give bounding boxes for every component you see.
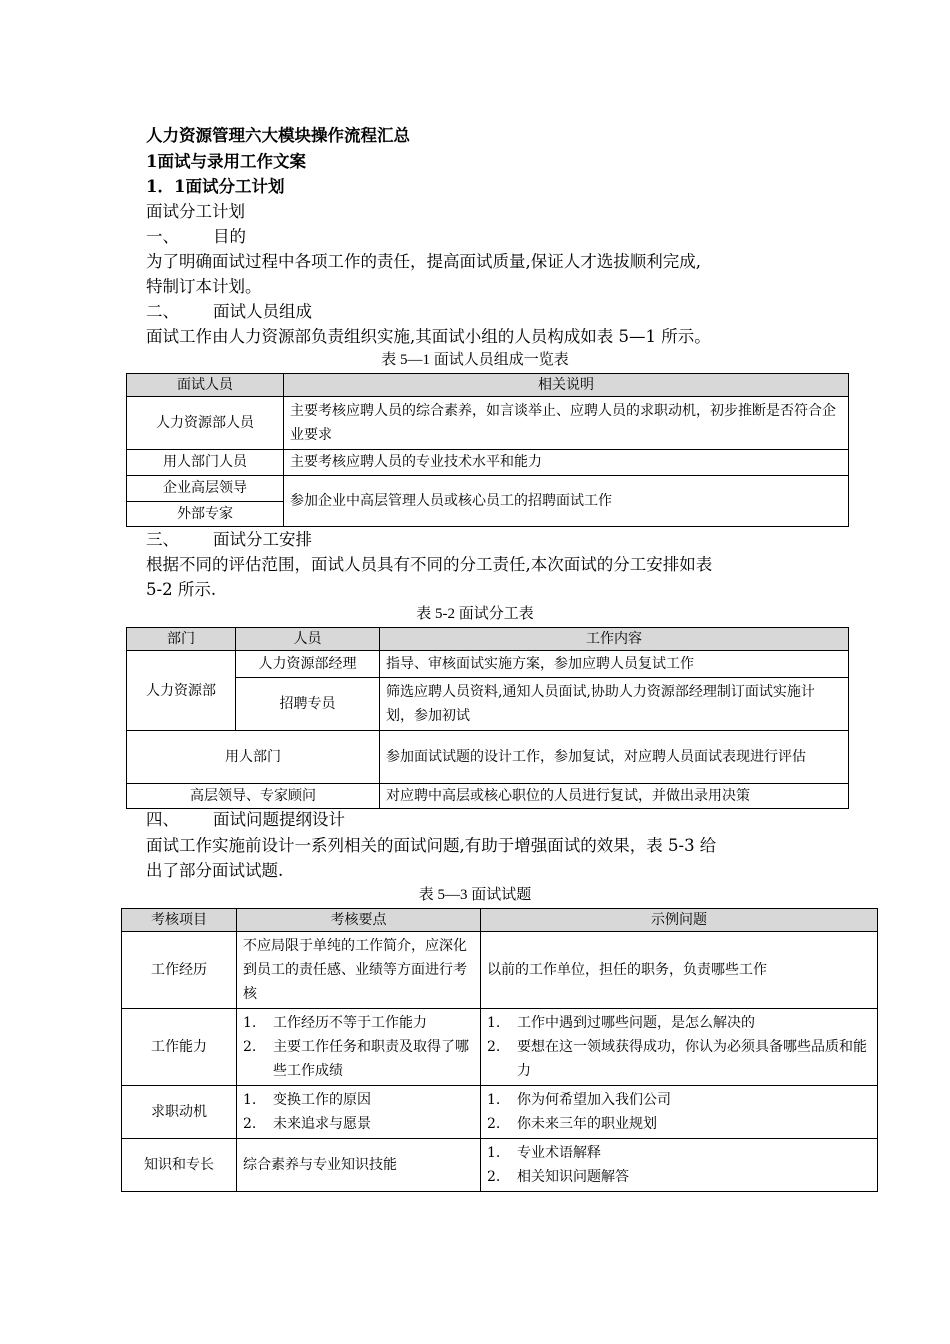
list-item — [487, 1141, 871, 1165]
table3-examples — [481, 1086, 878, 1139]
s4-title: 面试问题提纲设计 — [213, 810, 345, 829]
list-item-text: 变换工作的原因 — [273, 1092, 371, 1108]
table-row — [127, 678, 849, 731]
table3-points — [237, 1086, 481, 1139]
table2-header-work: 工作内容 — [380, 628, 849, 651]
s2-num: 二、 — [146, 302, 179, 321]
table3-examples — [481, 1139, 878, 1192]
table2-person: 招聘专员 — [236, 678, 380, 731]
list-item-text: 工作经历不等于工作能力 — [273, 1015, 427, 1031]
table2-work: 对应聘中高层或核心职位的人员进行复试，并做出录用决策 — [380, 784, 849, 809]
table1-header-role: 面试人员 — [127, 374, 284, 397]
s3-text-1: 根据不同的评估范围，面试人员具有不同的分工责任,本次面试的分工安排如表 — [146, 555, 713, 574]
list-item — [243, 1035, 474, 1083]
chapter-title: 1面试与录用工作文案 — [146, 152, 306, 171]
list-item-text: 你为何希望加入我们公司 — [517, 1092, 671, 1108]
list-item — [487, 1035, 871, 1083]
list-item-text: 你未来三年的职业规划 — [517, 1116, 657, 1132]
table1-header-desc: 相关说明 — [284, 374, 849, 397]
table3-examples: 以前的工作单位，担任的职务，负责哪些工作 — [481, 932, 878, 1009]
list-item-text: 要想在这一领域获得成功，你认为必须具备哪些品质和能力 — [517, 1039, 867, 1079]
list-marker: 2. — [487, 1039, 501, 1055]
list-item — [243, 1088, 474, 1112]
table3-examples — [481, 1009, 878, 1086]
list-marker: 2. — [243, 1116, 257, 1132]
list-item — [243, 1011, 474, 1035]
list-item-text: 未来追求与愿景 — [273, 1116, 371, 1132]
table1-desc: 参加企业中高层管理人员或核心员工的招聘面试工作 — [284, 476, 849, 527]
s4-num: 四、 — [146, 810, 179, 829]
list-marker: 2. — [487, 1116, 501, 1132]
s1-num: 一、 — [146, 227, 179, 246]
s1-text-2: 特制订本计划。 — [146, 277, 262, 296]
table1-role: 外部专家 — [127, 502, 284, 527]
table-row — [122, 1086, 878, 1139]
table1-role: 用人部门人员 — [127, 450, 284, 476]
table-row — [127, 731, 849, 784]
table3 — [121, 908, 878, 1192]
list-item-text: 主要工作任务和职责及取得了哪些工作成绩 — [273, 1039, 469, 1079]
list-item-text: 相关知识问题解答 — [517, 1169, 629, 1185]
table2-header-dept: 部门 — [127, 628, 236, 651]
table3-item: 工作能力 — [122, 1009, 237, 1086]
list-marker: 2. — [487, 1169, 501, 1185]
table-row — [127, 651, 849, 678]
table1-desc: 主要考核应聘人员的专业技术水平和能力 — [284, 450, 849, 476]
list-item — [243, 1112, 474, 1136]
table2 — [126, 627, 849, 809]
table-row — [127, 450, 849, 476]
list-marker: 1. — [243, 1015, 257, 1031]
list-marker: 1. — [243, 1092, 257, 1108]
s1-title: 目的 — [213, 227, 246, 246]
table1-desc: 主要考核应聘人员的综合素养，如言谈举止、应聘人员的求职动机，初步推断是否符合企业要求 — [284, 397, 849, 450]
section-title: 1．1面试分工计划 — [146, 177, 285, 196]
table3-header-item: 考核项目 — [122, 909, 237, 932]
table3-header-points: 考核要点 — [237, 909, 481, 932]
list-marker: 2. — [243, 1039, 257, 1055]
table1-role: 企业高层领导 — [127, 476, 284, 502]
table2-work: 参加面试试题的设计工作，参加复试，对应聘人员面试表现进行评估 — [380, 731, 849, 784]
table2-person: 人力资源部经理 — [236, 651, 380, 678]
table3-points — [237, 1009, 481, 1086]
list-item — [487, 1011, 871, 1035]
table3-points: 不应局限于单纯的工作简介，应深化到员工的责任感、业绩等方面进行考核 — [237, 932, 481, 1009]
table3-item: 求职动机 — [122, 1086, 237, 1139]
table1-role: 人力资源部人员 — [127, 397, 284, 450]
table-row — [122, 1009, 878, 1086]
table2-work: 筛选应聘人员资料,通知人员面试,协助人力资源部经理制订面试实施计划，参加初试 — [380, 678, 849, 731]
table1-caption: 表 5—1 面试人员组成一览表 — [381, 352, 569, 368]
table2-dept: 人力资源部 — [127, 651, 236, 731]
s2-title: 面试人员组成 — [213, 302, 312, 321]
table2-dept: 高层领导、专家顾问 — [127, 784, 380, 809]
list-item — [487, 1088, 871, 1112]
table-row — [127, 784, 849, 809]
list-item-text: 专业术语解释 — [517, 1145, 601, 1161]
table-row — [122, 1139, 878, 1192]
table-row — [127, 476, 849, 502]
table2-dept: 用人部门 — [127, 731, 380, 784]
table1 — [126, 373, 849, 527]
table2-caption: 表 5-2 面试分工表 — [416, 606, 534, 622]
s4-text-1: 面试工作实施前设计一系列相关的面试问题,有助于增强面试的效果，表 5-3 给 — [146, 836, 717, 855]
s3-num: 三、 — [146, 530, 179, 549]
table2-header-person: 人员 — [236, 628, 380, 651]
s4-text-2: 出了部分面试试题. — [146, 861, 284, 880]
table-row — [127, 397, 849, 450]
list-item-text: 工作中遇到过哪些问题，是怎么解决的 — [517, 1015, 755, 1031]
plan-title: 面试分工计划 — [146, 202, 245, 221]
table3-item: 工作经历 — [122, 932, 237, 1009]
table2-work: 指导、审核面试实施方案，参加应聘人员复试工作 — [380, 651, 849, 678]
s3-text-2: 5-2 所示. — [146, 580, 217, 599]
table3-caption: 表 5—3 面试试题 — [418, 887, 532, 903]
list-marker: 1. — [487, 1015, 501, 1031]
table3-header-examples: 示例问题 — [481, 909, 878, 932]
table3-item: 知识和专长 — [122, 1139, 237, 1192]
table-row — [122, 932, 878, 1009]
s1-text-1: 为了明确面试过程中各项工作的责任，提高面试质量,保证人才选拔顺利完成, — [146, 252, 701, 271]
table3-points: 综合素养与专业知识技能 — [237, 1139, 481, 1192]
list-marker: 1. — [487, 1145, 501, 1161]
list-item — [487, 1112, 871, 1136]
list-item — [487, 1165, 871, 1189]
s3-title: 面试分工安排 — [213, 530, 312, 549]
s2-text: 面试工作由人力资源部负责组织实施,其面试小组的人员构成如表 5—1 所示。 — [146, 327, 711, 346]
doc-title: 人力资源管理六大模块操作流程汇总 — [146, 126, 410, 145]
list-marker: 1. — [487, 1092, 501, 1108]
